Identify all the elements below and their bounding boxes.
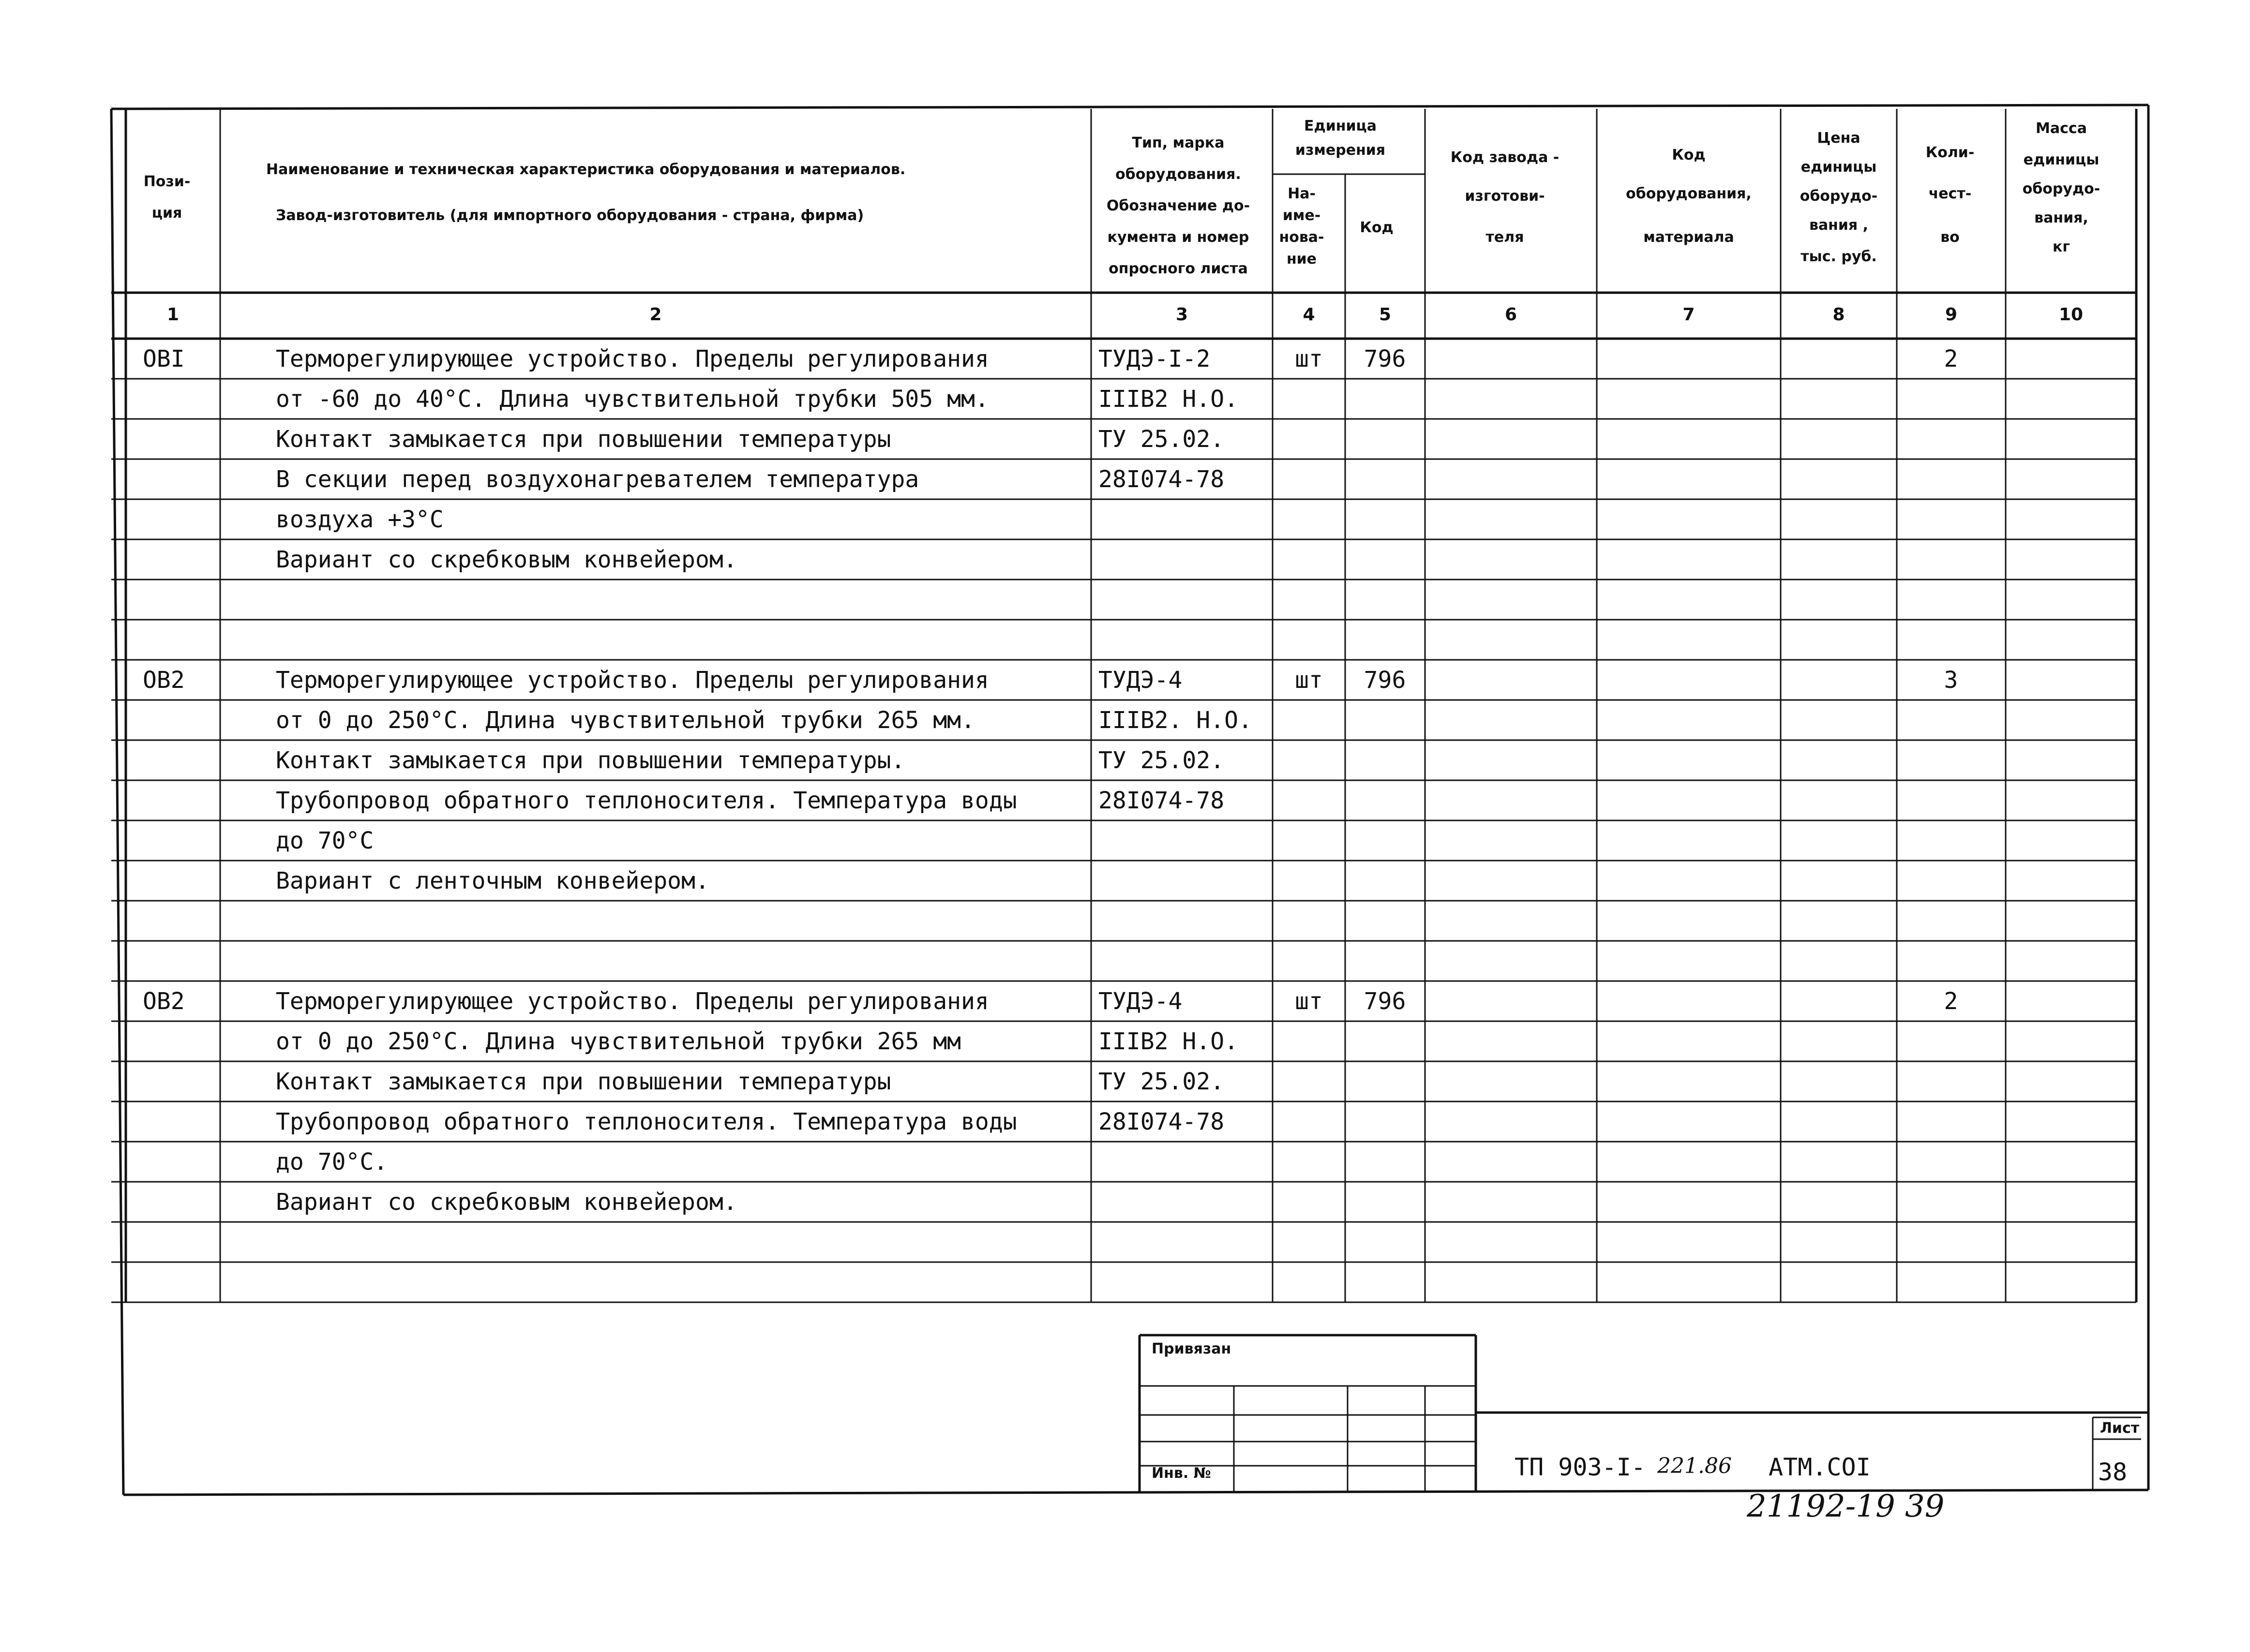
position-cell: OB2 bbox=[143, 667, 185, 694]
position-cell: OBI bbox=[143, 345, 185, 372]
header-unit-group: Единица измерения bbox=[1295, 118, 1386, 159]
position-cell: OB2 bbox=[143, 988, 185, 1015]
sheet-label: Лист bbox=[2100, 1420, 2140, 1437]
archive-number: 21192-19 39 bbox=[1747, 1488, 1945, 1524]
name-cell: воздуха +3°С bbox=[276, 506, 444, 533]
unit-code-cell: 796 bbox=[1364, 988, 1406, 1015]
quantity-cell: 3 bbox=[1944, 667, 1958, 694]
column-number: 4 bbox=[1303, 305, 1315, 325]
header-col1: Пози-ция bbox=[143, 173, 191, 222]
name-cell: Контакт замыкается при повышении температуры bbox=[276, 1068, 891, 1095]
document-code-prefix: ТП 903-I- bbox=[1515, 1453, 1646, 1481]
name-cell: до 70°С. bbox=[276, 1148, 388, 1176]
column-number: 8 bbox=[1832, 305, 1845, 325]
name-cell: до 70°С bbox=[276, 827, 374, 854]
name-cell: от 0 до 250°С. Длина чувствительной трубки 265 мм bbox=[276, 1028, 961, 1055]
name-cell: Вариант со скребковым конвейером. bbox=[276, 1189, 737, 1216]
column-number: 5 bbox=[1379, 305, 1392, 325]
quantity-cell: 2 bbox=[1944, 988, 1958, 1015]
unit-code-cell: 796 bbox=[1364, 667, 1406, 694]
header-col2: Наименование и техническая характеристика оборудования и материалов. Завод-изготовитель (для импортного оборудования - страна, фирма) bbox=[266, 161, 906, 224]
header-col10: Масса единицы оборудо-вания, кг bbox=[2022, 120, 2100, 255]
quantity-cell: 2 bbox=[1944, 345, 1958, 372]
column-number: 1 bbox=[166, 305, 180, 325]
left-border bbox=[111, 109, 123, 1495]
unit-name-cell: шт bbox=[1295, 988, 1323, 1015]
name-cell: Терморегулирующее устройство. Пределы регулирования bbox=[276, 345, 989, 372]
type-cell: IIIB2 Н.О. bbox=[1098, 1028, 1238, 1055]
unit-name-cell: шт bbox=[1295, 667, 1323, 694]
column-number: 9 bbox=[1945, 305, 1958, 325]
privyazan-label: Привязан bbox=[1152, 1340, 1231, 1357]
header-col6: Код завода -изготови-теля bbox=[1450, 149, 1560, 246]
type-cell: 28I074-78 bbox=[1098, 1108, 1225, 1135]
type-cell: ТУДЭ-4 bbox=[1098, 988, 1183, 1015]
document-code-suffix: АТМ.COI bbox=[1769, 1453, 1871, 1481]
header-col5: Код bbox=[1360, 219, 1394, 236]
name-cell: Трубопровод обратного теплоносителя. Температура воды bbox=[276, 787, 1017, 814]
name-cell: Вариант с ленточным конвейером. bbox=[276, 867, 709, 894]
column-number: 7 bbox=[1682, 305, 1695, 325]
name-cell: В секции перед воздухонагревателем температура bbox=[276, 466, 919, 493]
sheet-number: 38 bbox=[2098, 1458, 2128, 1486]
type-cell: 28I074-78 bbox=[1098, 466, 1225, 493]
unit-code-cell: 796 bbox=[1364, 345, 1406, 372]
column-number-row bbox=[167, 305, 2083, 325]
name-cell: Терморегулирующее устройство. Пределы регулирования bbox=[276, 988, 989, 1015]
name-cell: Терморегулирующее устройство. Пределы регулирования bbox=[276, 667, 989, 694]
type-cell: 28I074-78 bbox=[1098, 787, 1225, 814]
header-col3: Тип, марка оборудования. Обозначение до-кумента и номер опросного листа bbox=[1106, 134, 1250, 277]
name-cell: Трубопровод обратного теплоносителя. Температура воды bbox=[276, 1108, 1017, 1135]
column-number: 2 bbox=[649, 305, 662, 325]
column-number: 3 bbox=[1175, 305, 1188, 325]
type-cell: ТУДЭ-I-2 bbox=[1098, 345, 1211, 372]
type-cell: IIIB2. Н.О. bbox=[1098, 707, 1252, 734]
top-border bbox=[111, 105, 2148, 109]
table-header bbox=[144, 118, 2100, 277]
document-code-handwritten: 221.86 bbox=[1657, 1454, 1732, 1478]
type-cell: ТУ 25.02. bbox=[1098, 1068, 1225, 1095]
inv-no-label: Инв. № bbox=[1152, 1465, 1211, 1482]
title-block bbox=[1152, 1340, 2140, 1524]
name-cell: Контакт замыкается при повышении температуры bbox=[276, 426, 891, 453]
header-col9: Коли-чест-во bbox=[1925, 144, 1975, 246]
column-number: 10 bbox=[2058, 305, 2084, 325]
name-cell: Контакт замыкается при повышении температуры. bbox=[276, 747, 905, 774]
name-cell: от 0 до 250°С. Длина чувствительной трубки 265 мм. bbox=[276, 707, 975, 734]
header-col4: На-име-нова-ние bbox=[1279, 185, 1324, 268]
type-cell: ТУ 25.02. bbox=[1098, 747, 1225, 774]
type-cell: IIIB2 Н.О. bbox=[1098, 386, 1238, 413]
header-col7: Код оборудования, материала bbox=[1626, 147, 1752, 246]
name-cell: Вариант со скребковым конвейером. bbox=[276, 546, 737, 573]
name-cell: от -60 до 40°С. Длина чувствительной трубки 505 мм. bbox=[276, 386, 989, 413]
type-cell: ТУДЭ-4 bbox=[1098, 667, 1183, 694]
column-number: 6 bbox=[1504, 305, 1517, 325]
header-col8: Цена единицы оборудо-вания , тыс. руб. bbox=[1800, 130, 1878, 265]
unit-name-cell: шт bbox=[1295, 345, 1323, 372]
type-cell: ТУ 25.02. bbox=[1098, 426, 1225, 453]
